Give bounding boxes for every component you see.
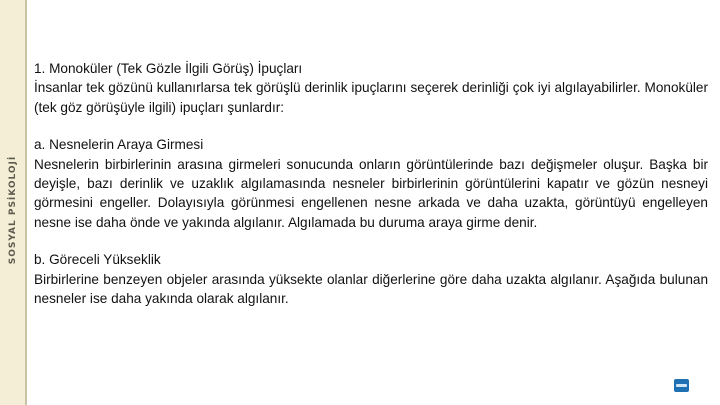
section-paragraph: Birbirlerine benzeyen objeler arasında yüksekte olanlar diğerlerine göre daha uzakta algılanır. Aşağıda bulunan nesneler ise daha yakında olarak algılanır. (34, 271, 708, 307)
section-relative-height (34, 250, 708, 308)
sidebar-divider (25, 0, 27, 405)
section-paragraph: Nesnelerin birbirlerinin arasına girmeleri sonucunda onların görüntülerinde bazı değişmeler oluşur. Başka bir deyişle, bazı derinlik ve uzaklık algılamasında nesneler birbirlerinin görüntülerini kapatır ve gözün nesneyi görmesini engeller. Dolayısıyla görünmesi engellenen nesne arkada ve daha uzakta, görüntüyü engelleyen nesne ise daha önde ve yakında algılanır. Algılamada bu duruma araya girme denir. (34, 156, 708, 230)
section-heading: b. Göreceli Yükseklik (34, 252, 161, 268)
section-paragraph: İnsanlar tek gözünü kullanırlarsa tek görüşlü derinlik ipuçlarını seçerek derinliği çok iyi algılayabilirler. Monoküler (tek göz görüşüyle ilgili) ipuçları şunlardır: (34, 80, 708, 115)
sidebar (0, 0, 27, 405)
sidebar-course-label: SOSYAL PSİKOLOJİ (8, 155, 18, 265)
logo-mark (676, 384, 687, 387)
section-heading: 1. Monoküler (Tek Gözle İlgili Görüş) İpuçları (34, 61, 303, 76)
section-monocular-cues (34, 59, 708, 117)
slide-content (34, 59, 708, 326)
section-interposition (34, 135, 708, 232)
publisher-logo-icon (674, 379, 689, 392)
section-heading: a. Nesnelerin Araya Girmesi (34, 137, 204, 153)
